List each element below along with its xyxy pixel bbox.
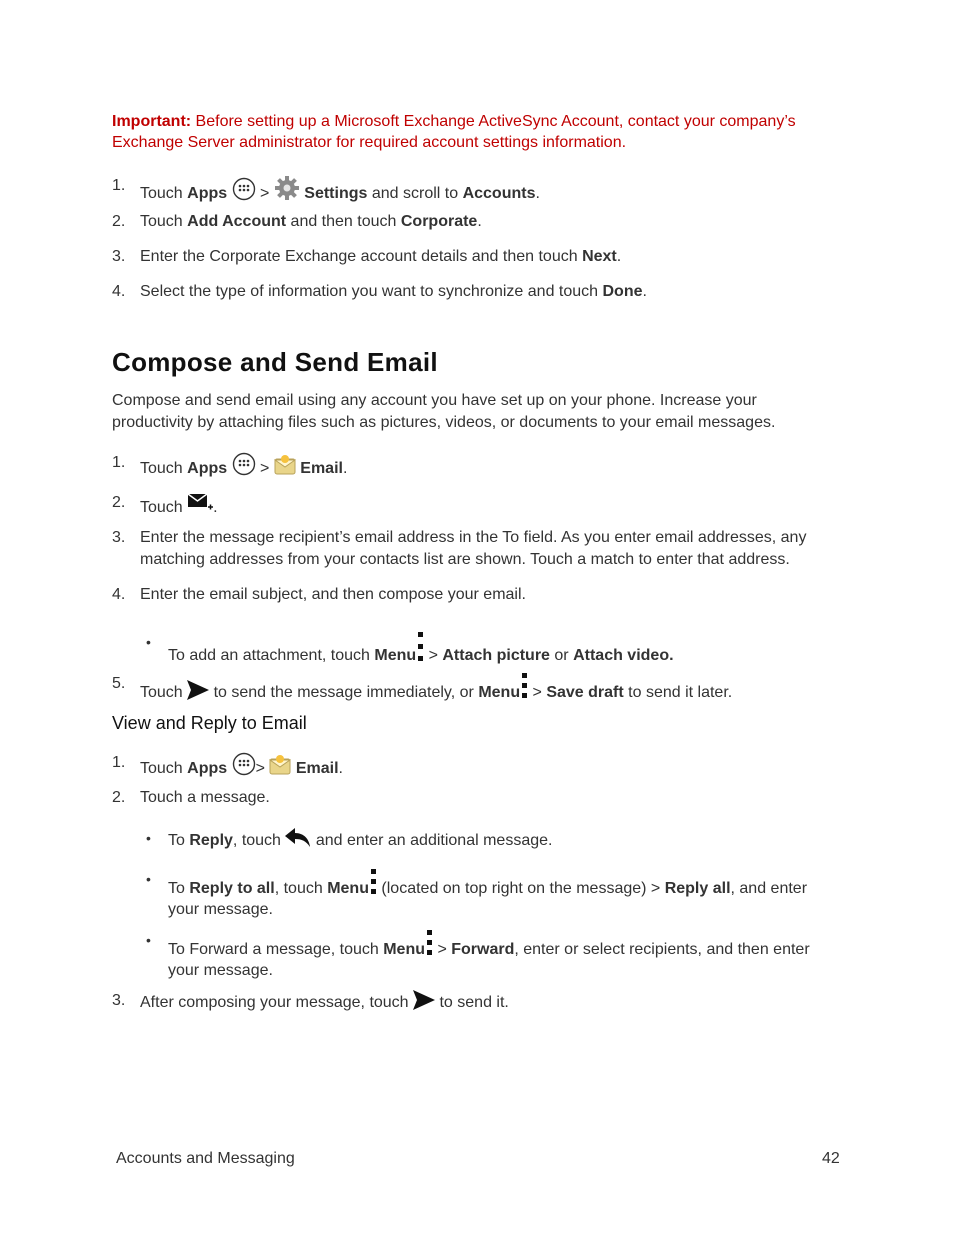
bullet-text: To Reply to all, touch Menu (located on top right on the message) > Reply all, and enter your message. bbox=[168, 869, 838, 920]
step-text: Enter the email subject, and then compose your email. bbox=[140, 586, 526, 603]
important-text: Before setting up a Microsoft Exchange ActiveSync Account, contact your company’s Exchange Server administrator for required account settings information. bbox=[112, 113, 796, 151]
step-number: 1. bbox=[112, 754, 126, 771]
menu-icon bbox=[416, 632, 424, 662]
send-icon bbox=[413, 990, 435, 1010]
menu-icon bbox=[425, 930, 433, 956]
step-number: 2. bbox=[112, 213, 126, 230]
page-number: 42 bbox=[822, 1150, 840, 1167]
important-label: Important: bbox=[112, 113, 192, 130]
step-number: 4. bbox=[112, 586, 126, 603]
step-text: Touch Apps > Settings and scroll to Accounts. bbox=[140, 175, 850, 205]
step-number: 3. bbox=[112, 248, 126, 265]
menu-icon bbox=[520, 673, 528, 699]
send-icon bbox=[187, 680, 209, 700]
email-app-icon bbox=[274, 454, 296, 476]
step-text: Touch Add Account and then touch Corporate. bbox=[140, 213, 482, 230]
footer-section-title: Accounts and Messaging bbox=[116, 1150, 295, 1167]
step-number: 5. bbox=[112, 675, 126, 692]
email-app-icon bbox=[269, 754, 291, 776]
step-number: 3. bbox=[112, 992, 126, 1009]
step-text: Select the type of information you want to synchronize and touch Done. bbox=[140, 283, 647, 300]
bullet-text: To Reply, touch and enter an additional message. bbox=[168, 828, 838, 851]
step-number: 1. bbox=[112, 454, 126, 471]
compose-email-icon bbox=[187, 492, 213, 514]
step-text: Touch a message. bbox=[140, 789, 270, 806]
section-heading-view-reply: View and Reply to Email bbox=[112, 713, 307, 733]
apps-icon bbox=[232, 752, 256, 776]
step-number: 4. bbox=[112, 283, 126, 300]
step-text: Touch Apps > Email. bbox=[140, 752, 850, 780]
bullet-dot: • bbox=[146, 830, 151, 846]
bullet-dot: • bbox=[146, 634, 151, 650]
bullet-text: To add an attachment, touch Menu > Attach picture or Attach video. bbox=[168, 632, 838, 666]
step-text: Enter the Corporate Exchange account details and then touch Next. bbox=[140, 248, 622, 265]
step-text: Enter the message recipient’s email address in the To field. As you enter email addresses, any matching addresses from your contacts list are shown. Touch a match to enter that address. bbox=[140, 529, 807, 568]
step-number: 3. bbox=[112, 529, 126, 546]
compose-intro: Compose and send email using any account you have set up on your phone. Increase your productivity by attaching files such as pictures, videos, or documents to your email messages. bbox=[112, 392, 776, 431]
important-note bbox=[112, 111, 852, 153]
bullet-dot: • bbox=[146, 871, 151, 887]
menu-icon bbox=[369, 869, 377, 895]
apps-icon bbox=[232, 452, 256, 476]
bullet-text: To Forward a message, touch Menu > Forward, enter or select recipients, and then enter your message. bbox=[168, 930, 838, 981]
step-text: After composing your message, touch to send it. bbox=[140, 990, 850, 1014]
step-text: Touch Apps > Email. bbox=[140, 452, 850, 480]
step-text: Touch to send the message immediately, or Menu > Save draft to send it later. bbox=[140, 673, 850, 704]
step-text: Touch . bbox=[140, 492, 850, 519]
section-heading-compose: Compose and Send Email bbox=[112, 347, 438, 377]
step-number: 1. bbox=[112, 177, 126, 194]
settings-gear-icon bbox=[274, 175, 300, 201]
step-number: 2. bbox=[112, 789, 126, 806]
apps-icon bbox=[232, 177, 256, 201]
bullet-dot: • bbox=[146, 932, 151, 948]
step-number: 2. bbox=[112, 494, 126, 511]
reply-icon bbox=[285, 828, 311, 848]
